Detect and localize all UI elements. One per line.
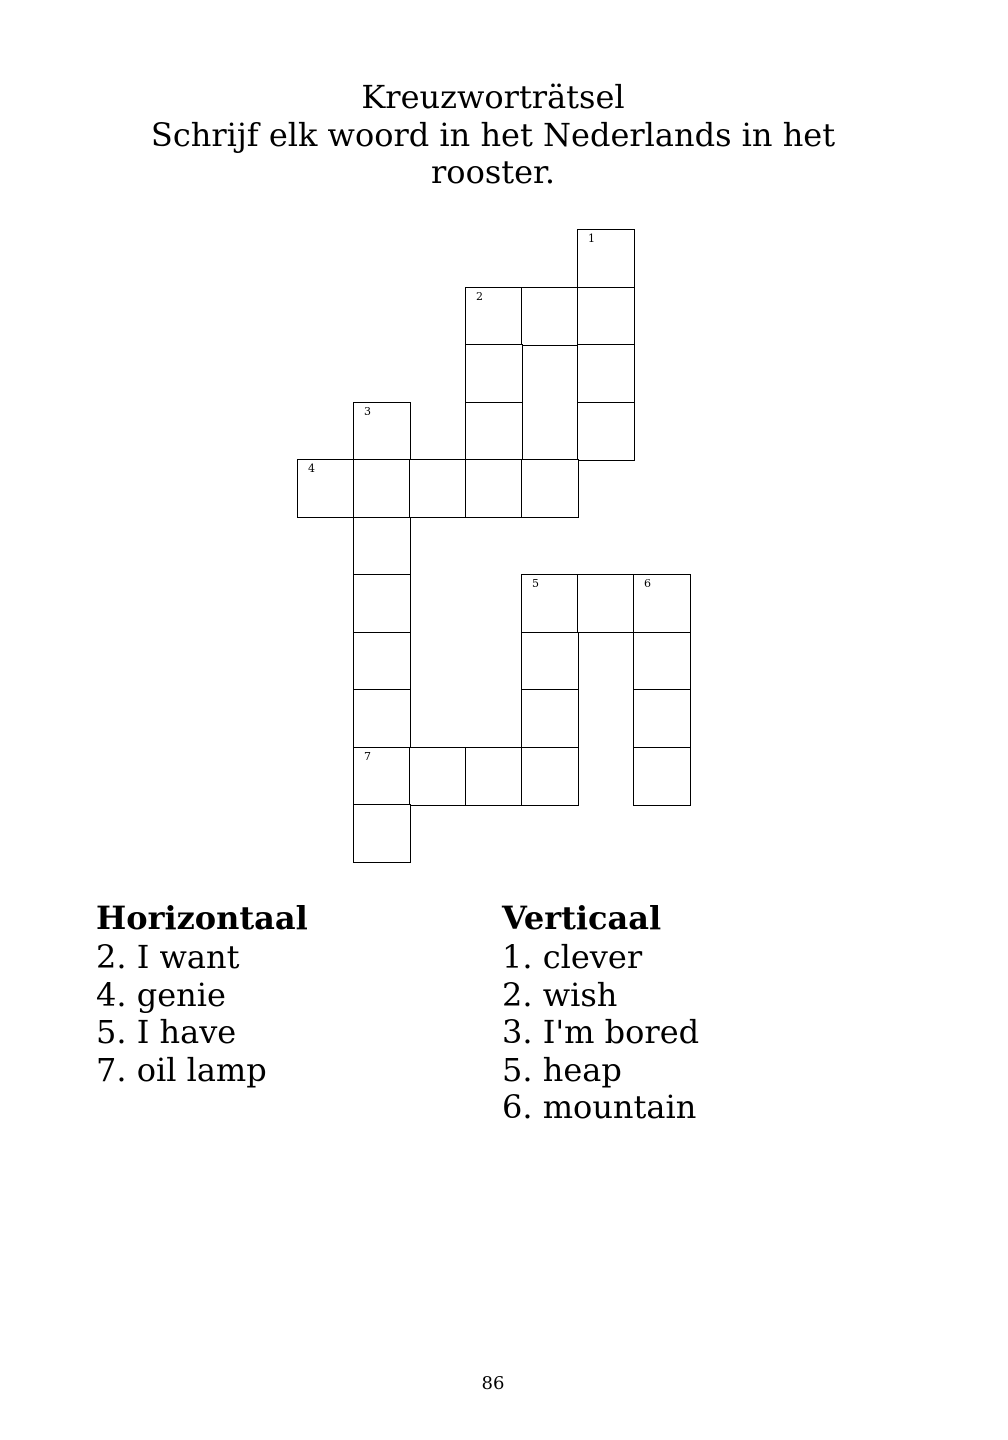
grid-cell[interactable]	[353, 574, 411, 633]
across-clues	[96, 898, 308, 1089]
clue-number: 3	[364, 404, 371, 418]
grid-cell[interactable]	[353, 632, 411, 691]
down-clues	[502, 898, 699, 1127]
grid-cell[interactable]	[353, 689, 411, 748]
grid-cell[interactable]	[465, 459, 523, 518]
grid-cell[interactable]	[521, 574, 579, 633]
grid-cell[interactable]	[633, 747, 691, 806]
down-clue: 1. clever	[502, 938, 643, 976]
clue-number: 1	[588, 232, 595, 245]
instruction-line-2: rooster.	[431, 153, 555, 191]
grid-cell[interactable]	[353, 517, 411, 576]
across-clue: 4. genie	[96, 975, 226, 1014]
grid-cell[interactable]	[353, 804, 411, 863]
grid-cell[interactable]	[521, 632, 579, 691]
grid-cell[interactable]	[409, 747, 467, 806]
grid-cell[interactable]	[633, 574, 691, 633]
grid-cell[interactable]	[353, 459, 411, 518]
grid-cell[interactable]	[353, 402, 411, 461]
clue-number: 4	[308, 462, 315, 475]
grid-cell[interactable]	[465, 344, 523, 403]
grid-cell[interactable]	[577, 287, 635, 346]
clue-number: 5	[532, 577, 539, 590]
grid-cell[interactable]	[297, 459, 355, 518]
across-clue: 5. I have	[96, 1013, 237, 1051]
grid-cell[interactable]	[521, 747, 579, 806]
across-clue: 7. oil lamp	[96, 1050, 267, 1089]
puzzle-title: Kreuzworträtsel	[361, 78, 625, 116]
grid-cell[interactable]	[521, 689, 579, 748]
grid-cell[interactable]	[465, 747, 523, 806]
clue-number: 7	[364, 749, 371, 763]
grid-cell[interactable]	[353, 747, 411, 806]
grid-cell[interactable]	[465, 402, 523, 461]
grid-cell[interactable]	[465, 287, 523, 346]
clue-number: 6	[644, 577, 651, 590]
grid-cell[interactable]	[577, 229, 635, 288]
grid-cell[interactable]	[521, 459, 579, 518]
grid-cell[interactable]	[577, 574, 635, 633]
grid-cell[interactable]	[409, 459, 467, 518]
grid-cell[interactable]	[577, 402, 635, 461]
grid-cell[interactable]	[521, 287, 579, 346]
down-clue: 5. heap	[502, 1050, 622, 1089]
down-heading: Verticaal	[502, 899, 662, 937]
grid-cell[interactable]	[633, 632, 691, 691]
down-clue: 6. mountain	[502, 1088, 697, 1126]
grid-cell[interactable]	[577, 344, 635, 403]
across-heading: Horizontaal	[96, 899, 308, 937]
page-number: 86	[481, 1373, 505, 1394]
across-clue: 2. I want	[96, 938, 240, 976]
down-clue: 2. wish	[502, 975, 618, 1014]
down-clue: 3. I'm bored	[502, 1013, 700, 1051]
clue-number: 2	[476, 289, 483, 303]
instruction-line-1: Schrijf elk woord in het Nederlands in het	[150, 116, 836, 154]
grid-cell[interactable]	[633, 689, 691, 748]
